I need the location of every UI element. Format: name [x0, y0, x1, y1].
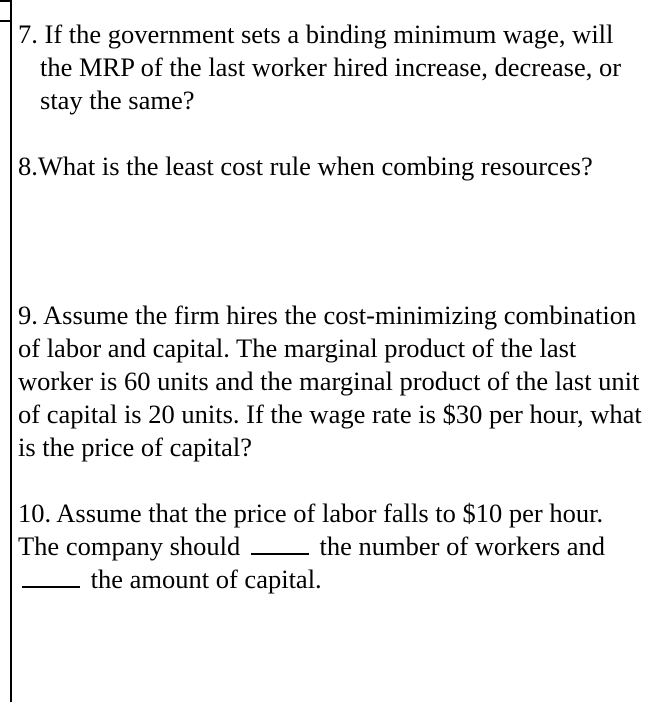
question-9-number: 9.	[18, 300, 38, 330]
question-7-number: 7.	[18, 19, 38, 49]
question-8-number: 8.	[18, 151, 38, 181]
question-9	[18, 299, 644, 464]
question-7-text: If the government sets a binding minimum wage, will the MRP of the last worker hired increase, decrease, or stay the same?	[40, 19, 622, 115]
question-9-text: Assume the firm hires the cost-minimizing combination of labor and capital. The marginal product of the last worker is 60 units and the marginal product of the last unit of capital is 20 units. If the wage rate is $30 per hour, what is the price of capital?	[18, 300, 642, 462]
question-7	[18, 18, 644, 117]
answer-blank-2[interactable]	[22, 564, 80, 588]
worksheet-page	[18, 18, 644, 596]
question-10-text-part2: the number of workers and	[319, 531, 606, 561]
question-10-number: 10.	[18, 498, 52, 528]
answer-blank-1[interactable]	[251, 531, 309, 555]
question-8	[18, 150, 644, 183]
frame-top-bracket	[0, 0, 12, 22]
question-8-text: What is the least cost rule when combing resources?	[37, 151, 593, 181]
question-10	[18, 497, 644, 596]
frame-left-border	[10, 22, 12, 702]
question-10-text-part3: the amount of capital.	[90, 564, 322, 594]
question-10-text-part1: Assume that the price of labor falls to $10 per hour. The company should	[18, 498, 604, 561]
